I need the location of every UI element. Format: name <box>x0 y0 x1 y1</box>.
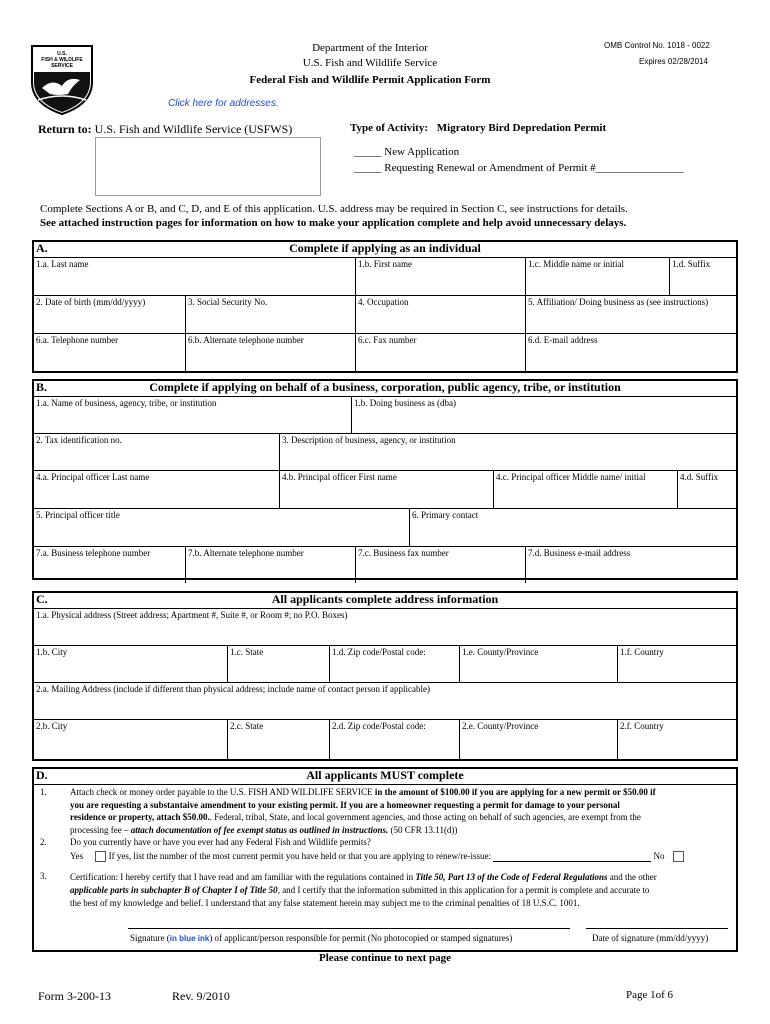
signature-label <box>130 933 512 943</box>
item-2-number: 2. <box>40 837 47 847</box>
item-1-number: 1. <box>40 787 47 797</box>
field-last-name[interactable]: 1.a. Last name <box>34 258 356 295</box>
permit-number-prompt: If yes, list the number of the most current permit you have held or that you are applying to renew/re-issue: <box>108 851 491 861</box>
field-middle-name[interactable]: 1.c. Middle name or initial <box>526 258 670 295</box>
page-number: Page 1of 6 <box>626 989 674 1001</box>
logo-text-mid: FISH & WILDLIFE <box>41 57 83 63</box>
section-b-letter: B. <box>36 380 48 394</box>
field-alt-telephone[interactable]: 6.b. Alternate telephone number <box>186 334 356 373</box>
section-a-title: Complete if applying as an individual <box>289 241 481 255</box>
field-officer-title[interactable]: 5. Principal officer title <box>34 509 410 546</box>
yes-label: Yes <box>70 851 84 861</box>
item-1-e: . Federal, tribal, State, and local government agencies, and those acting on behalf of such agencies, are exempt from the <box>209 812 641 822</box>
field-mailing-country[interactable]: 2.f. Country <box>620 721 664 731</box>
new-application-option[interactable]: _____ New Application <box>354 146 460 158</box>
field-first-name[interactable]: 1.b. First name <box>356 258 526 295</box>
item-1-h: (50 CFR 13.11(d)) <box>388 824 458 835</box>
renewal-option[interactable]: _____ Requesting Renewal or Amendment of Permit #________________ <box>354 162 684 174</box>
signature-label-b: ) of applicant/person responsible for permit (No photocopied or stamped signatures) <box>209 933 513 943</box>
field-officer-first-name[interactable]: 4.b. Principal officer First name <box>280 471 494 508</box>
return-to-label: Return to: <box>38 122 92 136</box>
logo-text-top: U.S. <box>57 51 67 57</box>
signature-line[interactable] <box>128 928 570 929</box>
field-mailing-county[interactable]: 2.e. County/Province <box>460 720 618 759</box>
field-fax[interactable]: 6.c. Fax number <box>356 334 526 373</box>
no-checkbox[interactable] <box>673 851 684 862</box>
field-officer-middle-name[interactable]: 4.c. Principal officer Middle name/ initial <box>494 471 678 508</box>
field-tax-id[interactable]: 2. Tax identification no. <box>34 434 280 470</box>
section-a <box>32 240 738 373</box>
field-zip[interactable]: 1.d. Zip code/Postal code: <box>330 646 460 682</box>
continue-note: Please continue to next page <box>319 952 451 964</box>
section-b <box>32 379 738 580</box>
field-business-name[interactable]: 1.a. Name of business, agency, tribe, or institution <box>34 397 352 433</box>
field-officer-suffix[interactable]: 4.d. Suffix <box>680 472 719 482</box>
field-officer-last-name[interactable]: 4.a. Principal officer Last name <box>34 471 280 508</box>
revision: Rev. 9/2010 <box>172 989 230 1003</box>
item-3-d: applicable parts in subchapter B of Chapter I of Title 50 <box>70 885 278 895</box>
field-dob[interactable]: 2. Date of birth (mm/dd/yyyy) <box>34 296 186 333</box>
field-business-fax[interactable]: 7.c. Business fax number <box>356 547 526 583</box>
activity-value: Migratory Bird Depredation Permit <box>436 122 607 134</box>
agency-name: U.S. Fish and Wildlife Service <box>302 57 438 69</box>
return-to <box>38 122 292 137</box>
item-3-b: Title 50, Part 13 of the Code of Federal Regulations <box>415 872 608 882</box>
item-3-f: the best of my knowledge and belief. I understand that any false statement herein may subject me to the criminal penalties of 18 U.S.C. 1001. <box>70 898 580 908</box>
instructions-line2: See attached instruction pages for information on how to make your application complete and help avoid unnecessary delays. <box>40 217 627 229</box>
item-1-d: residence or property, attach $50.00. <box>70 812 210 822</box>
form-title: Federal Fish and Wildlife Permit Application Form <box>249 74 491 86</box>
item-1-f: processing fee – <box>70 824 131 835</box>
item-1-c: you are requesting a substantaive amendment to your existing permit. If you are a homeowner requesting a permit for damage to your personal <box>70 799 620 810</box>
item-1-a: Attach check or money order payable to the U.S. FISH AND WILDLIFE SERVICE <box>70 787 373 797</box>
return-to-value: U.S. Fish and Wildlife Service (USFWS) <box>94 122 293 136</box>
field-mailing-zip[interactable]: 2.d. Zip code/Postal code: <box>330 720 460 759</box>
signature-label-blue: in blue ink <box>169 934 210 943</box>
item-3-c: and the other <box>607 872 657 882</box>
activity-label: Type of Activity: <box>350 122 429 134</box>
item-3-a: Certification: I hereby certify that I have read and am familiar with the regulations contained in <box>70 872 416 882</box>
field-email[interactable]: 6.d. E-mail address <box>528 335 598 345</box>
field-ssn[interactable]: 3. Social Security No. <box>186 296 356 333</box>
date-label: Date of signature (mm/dd/yyyy) <box>592 933 709 943</box>
omb-control: OMB Control No. 1018 - 0022 <box>604 41 710 50</box>
signature-label-a: Signature ( <box>130 933 170 943</box>
no-label: No <box>653 851 665 861</box>
field-suffix[interactable]: 1.d. Suffix <box>672 259 711 269</box>
field-business-telephone[interactable]: 7.a. Business telephone number <box>34 547 186 583</box>
field-mailing-address[interactable]: 2.a. Mailing Address (include if different than physical address; include name of contact person if applicable) <box>36 684 430 694</box>
form-number: Form 3-200-13 <box>38 989 111 1003</box>
item-2-answer <box>70 851 734 862</box>
section-b-header <box>34 381 736 397</box>
field-dba[interactable]: 1.b. Doing business as (dba) <box>354 398 456 408</box>
field-business-description[interactable]: 3. Description of business, agency, or institution <box>282 435 456 445</box>
item-1-g: attach documentation of fee exempt status as outlined in instructions. <box>130 824 389 835</box>
field-business-email[interactable]: 7.d. Business e-mail address <box>528 548 631 558</box>
field-state[interactable]: 1.c. State <box>228 646 330 682</box>
section-d-header <box>34 769 736 785</box>
section-c <box>32 591 738 761</box>
field-primary-contact[interactable]: 6. Primary contact <box>412 510 479 520</box>
field-affiliation[interactable]: 5. Affiliation/ Doing business as (see instructions) <box>528 297 709 307</box>
usfws-logo <box>28 42 96 116</box>
field-occupation[interactable]: 4. Occupation <box>356 296 526 333</box>
field-mailing-city[interactable]: 2.b. City <box>34 720 228 759</box>
section-a-letter: A. <box>36 241 48 255</box>
address-box <box>95 137 321 196</box>
section-d-title: All applicants MUST complete <box>306 768 464 782</box>
expires-date: Expires 02/28/2014 <box>639 57 708 66</box>
item-2-question: Do you currently have or have you ever had any Federal Fish and Wildlife permits? <box>70 837 371 847</box>
logo-text-bot: SERVICE <box>51 63 73 69</box>
field-physical-address[interactable]: 1.a. Physical address (Street address; Apartment #, Suite #, or Room #; no P.O. Boxes) <box>36 610 348 620</box>
item-1-text <box>70 786 734 836</box>
addresses-link[interactable]: Click here for addresses. <box>168 98 279 109</box>
dept-name: Department of the Interior <box>312 42 428 54</box>
yes-checkbox[interactable] <box>95 851 106 862</box>
item-3-e: , and I certify that the information submitted in this application for a permit is complete and accurate to <box>277 885 650 895</box>
field-county[interactable]: 1.e. County/Province <box>460 646 618 682</box>
field-city[interactable]: 1.b. City <box>34 646 228 682</box>
field-business-alt-telephone[interactable]: 7.b. Alternate telephone number <box>186 547 356 583</box>
section-c-letter: C. <box>36 592 48 606</box>
date-line[interactable] <box>586 928 728 929</box>
section-c-title: All applicants complete address information <box>271 592 499 606</box>
field-country[interactable]: 1.f. Country <box>620 647 664 657</box>
field-mailing-state[interactable]: 2.c. State <box>228 720 330 759</box>
item-3-number: 3. <box>40 871 47 881</box>
instructions-line1: Complete Sections A or B, and C, D, and E of this application. U.S. address may be required in Section C, see instructions for details. <box>40 203 628 215</box>
field-telephone[interactable]: 6.a. Telephone number <box>34 334 186 373</box>
section-c-header <box>34 593 736 609</box>
activity-type <box>350 122 606 134</box>
section-d-letter: D. <box>36 768 48 782</box>
item-3-text <box>70 871 734 910</box>
section-a-header <box>34 242 736 258</box>
section-b-title: Complete if applying on behalf of a business, corporation, public agency, tribe, or institution <box>149 380 621 394</box>
item-1-b: in the amount of $100.00 if you are applying for a new permit or $50.00 if <box>372 787 656 797</box>
permit-number-field[interactable] <box>493 852 651 862</box>
